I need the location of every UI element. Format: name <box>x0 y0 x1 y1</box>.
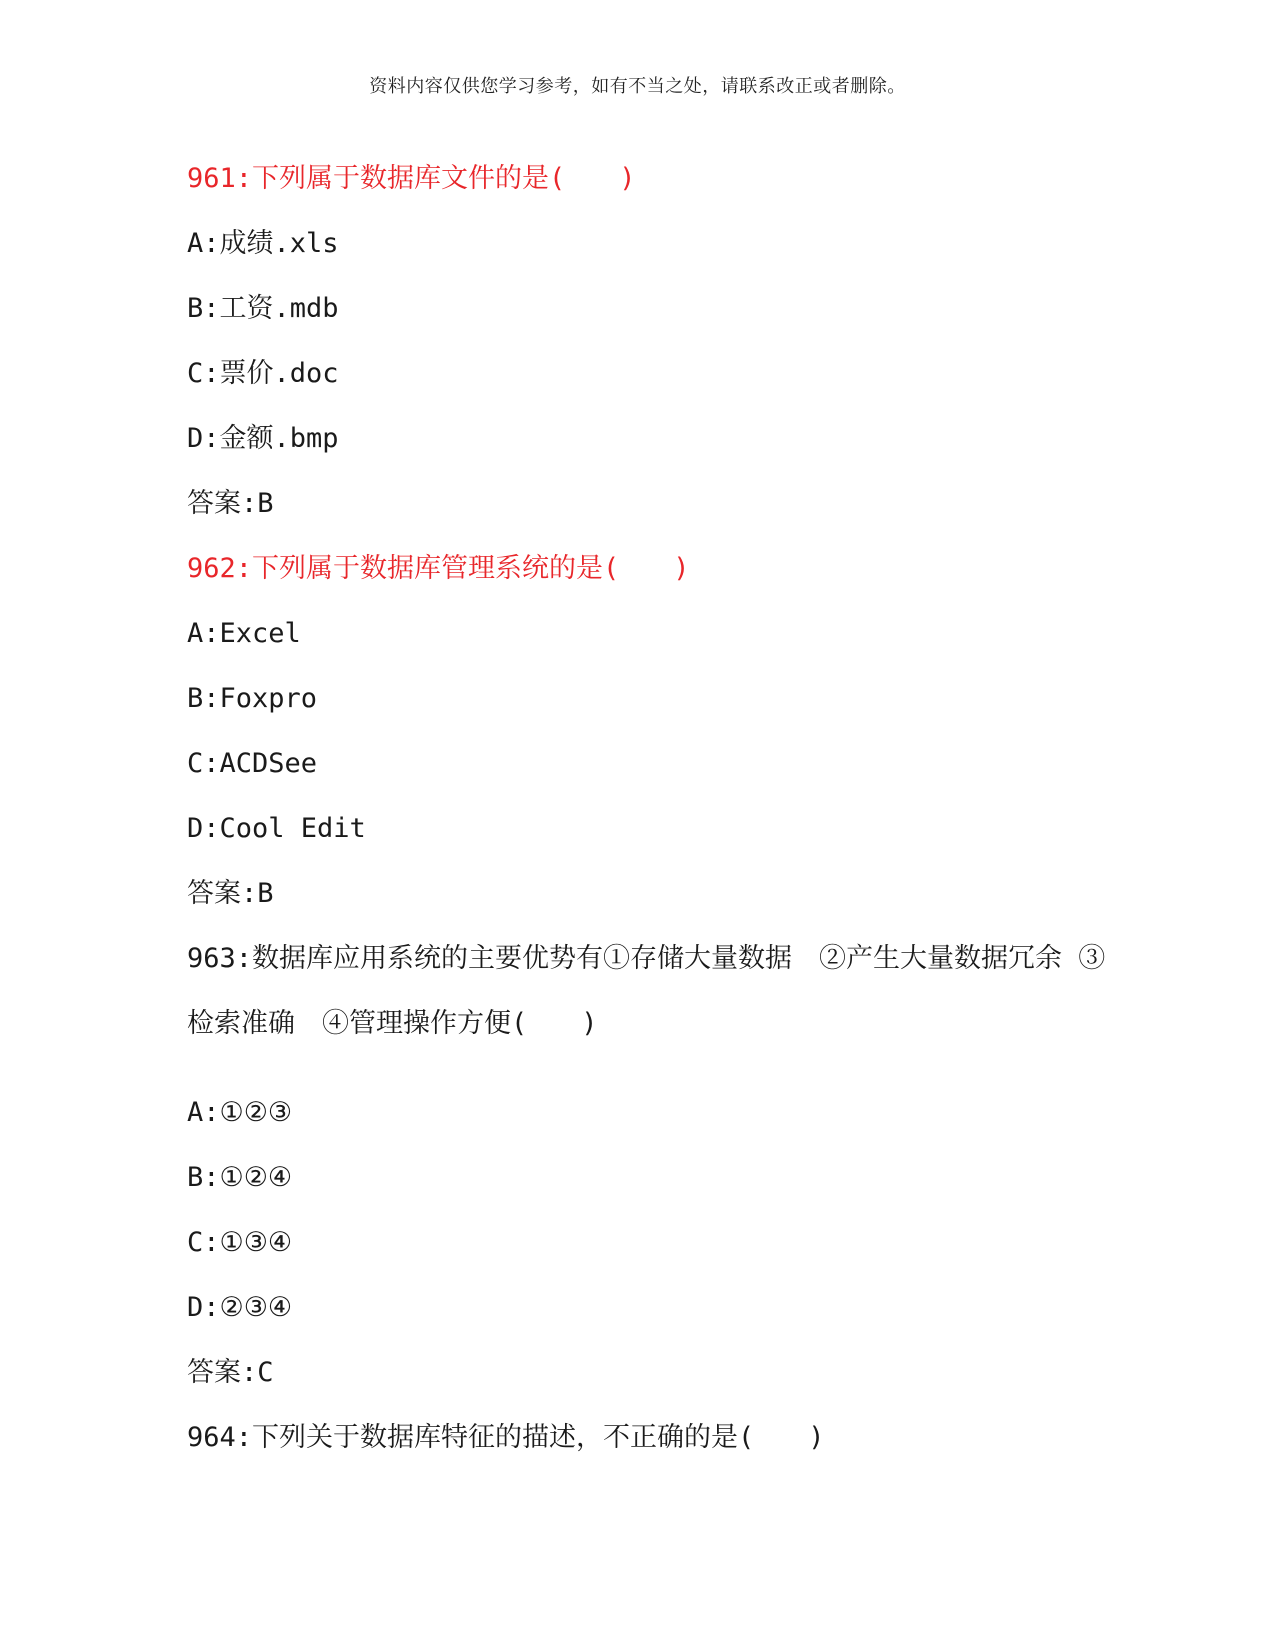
option-d: D:Cool Edit <box>187 813 366 844</box>
answer: 答案:B <box>187 488 274 519</box>
document-body <box>187 146 1107 1470</box>
option-d: D:②③④ <box>187 1292 293 1323</box>
question-962 <box>187 536 1107 926</box>
question-961 <box>187 146 1107 536</box>
option-c: C:①③④ <box>187 1227 293 1258</box>
option-b: B:工资.mdb <box>187 293 339 324</box>
option-a: A:Excel <box>187 618 301 649</box>
option-b: B:Foxpro <box>187 683 318 714</box>
question-text: 962:下列属于数据库管理系统的是( ) <box>187 553 690 584</box>
question-963 <box>187 926 1107 1405</box>
page-header-note: 资料内容仅供您学习参考，如有不当之处，请联系改正或者删除。 <box>369 76 906 97</box>
question-text: 963:数据库应用系统的主要优势有①存储大量数据 ②产生大量数据冗余 ③检索准确 ④管理操作方便( ) <box>187 943 1106 1039</box>
option-c: C:ACDSee <box>187 748 318 779</box>
option-c: C:票价.doc <box>187 358 339 389</box>
answer: 答案:C <box>187 1357 274 1388</box>
option-a: A:成绩.xls <box>187 228 339 259</box>
option-a: A:①②③ <box>187 1097 293 1128</box>
answer: 答案:B <box>187 878 274 909</box>
question-964 <box>187 1405 1107 1470</box>
option-b: B:①②④ <box>187 1162 293 1193</box>
question-text: 961:下列属于数据库文件的是( ) <box>187 163 636 194</box>
question-text: 964:下列关于数据库特征的描述，不正确的是( ) <box>187 1422 825 1453</box>
option-d: D:金额.bmp <box>187 423 339 454</box>
